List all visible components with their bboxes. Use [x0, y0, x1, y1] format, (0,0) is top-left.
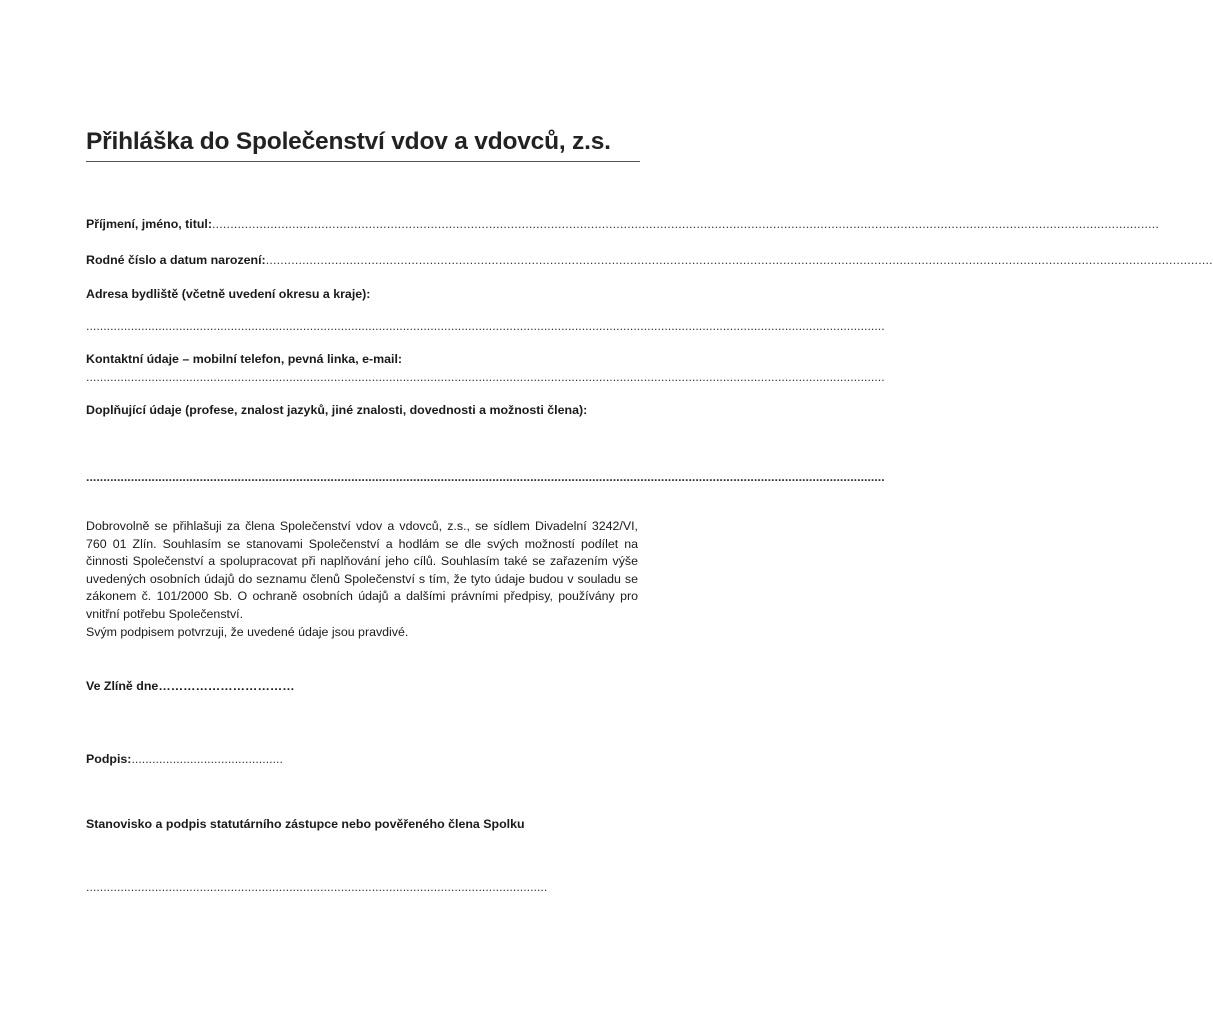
field-address-label: Adresa bydliště (včetně uvedení okresu a kraje):: [86, 287, 371, 301]
signature-label: Podpis:: [86, 752, 132, 766]
statutory-label: Stanovisko a podpis statutárního zástupce nebo pověřeného člena Spolku: [86, 817, 525, 831]
field-additional-label: Doplňující údaje (profese, znalost jazyků, jiné znalosti, dovednosti a možnosti člena):: [86, 403, 588, 417]
field-additional-input-line[interactable]: ........................................................................................................................................................................................................................................: [86, 470, 885, 484]
signature-input-line[interactable]: ............................................: [131, 752, 283, 766]
place-date-input-line[interactable]: ……………………………: [158, 679, 295, 693]
declaration-confirmation: Svým podpisem potvrzuji, že uvedené údaje jsou pravdivé.: [86, 624, 409, 639]
form-title: Přihláška do Společenství vdov a vdovců, z.s.: [86, 128, 611, 155]
field-address-input-line[interactable]: ........................................................................................................................................................................................................................................: [86, 319, 885, 333]
declaration-text: Dobrovolně se přihlašuji za člena Společenství vdov a vdovců, z.s., se sídlem Divadelní 3242/VI, 760 01 Zlín. Souhlasím se stanovami Společenství a hodlám se dle svých možností podílet na činnosti Společenství a spolupracovat při naplňování jeho cílů. Souhlasím také se zařazením výše uvedených osobních údajů do seznamu členů Společenství s tím, že tyto údaje budou v souladu se zákonem č. 101/2000 Sb. O ochraně osobních údajů a dalšími právními předpisy, používány pro vnitřní potřebu Společenství.: [86, 519, 638, 621]
field-name-row[interactable]: [86, 217, 638, 231]
place-date-label: Ve Zlíně dne: [86, 679, 159, 693]
signature-row[interactable]: [86, 752, 283, 766]
field-birth-row[interactable]: [86, 253, 638, 267]
field-birth-input-line[interactable]: [266, 253, 1213, 267]
field-name-input-line[interactable]: [212, 217, 1159, 231]
title-underline: [86, 161, 640, 162]
declaration-paragraph: [86, 518, 638, 641]
field-contact-input-line[interactable]: ........................................................................................................................................................................................................................................: [86, 370, 885, 384]
place-date-row[interactable]: [86, 679, 295, 693]
field-name-label: Příjmení, jméno, titul:: [86, 217, 212, 231]
statutory-input-line[interactable]: ......................................................................................................................................: [86, 880, 548, 894]
field-birth-label: Rodné číslo a datum narození:: [86, 253, 266, 267]
field-contact-label: Kontaktní údaje – mobilní telefon, pevná linka, e-mail:: [86, 352, 403, 366]
